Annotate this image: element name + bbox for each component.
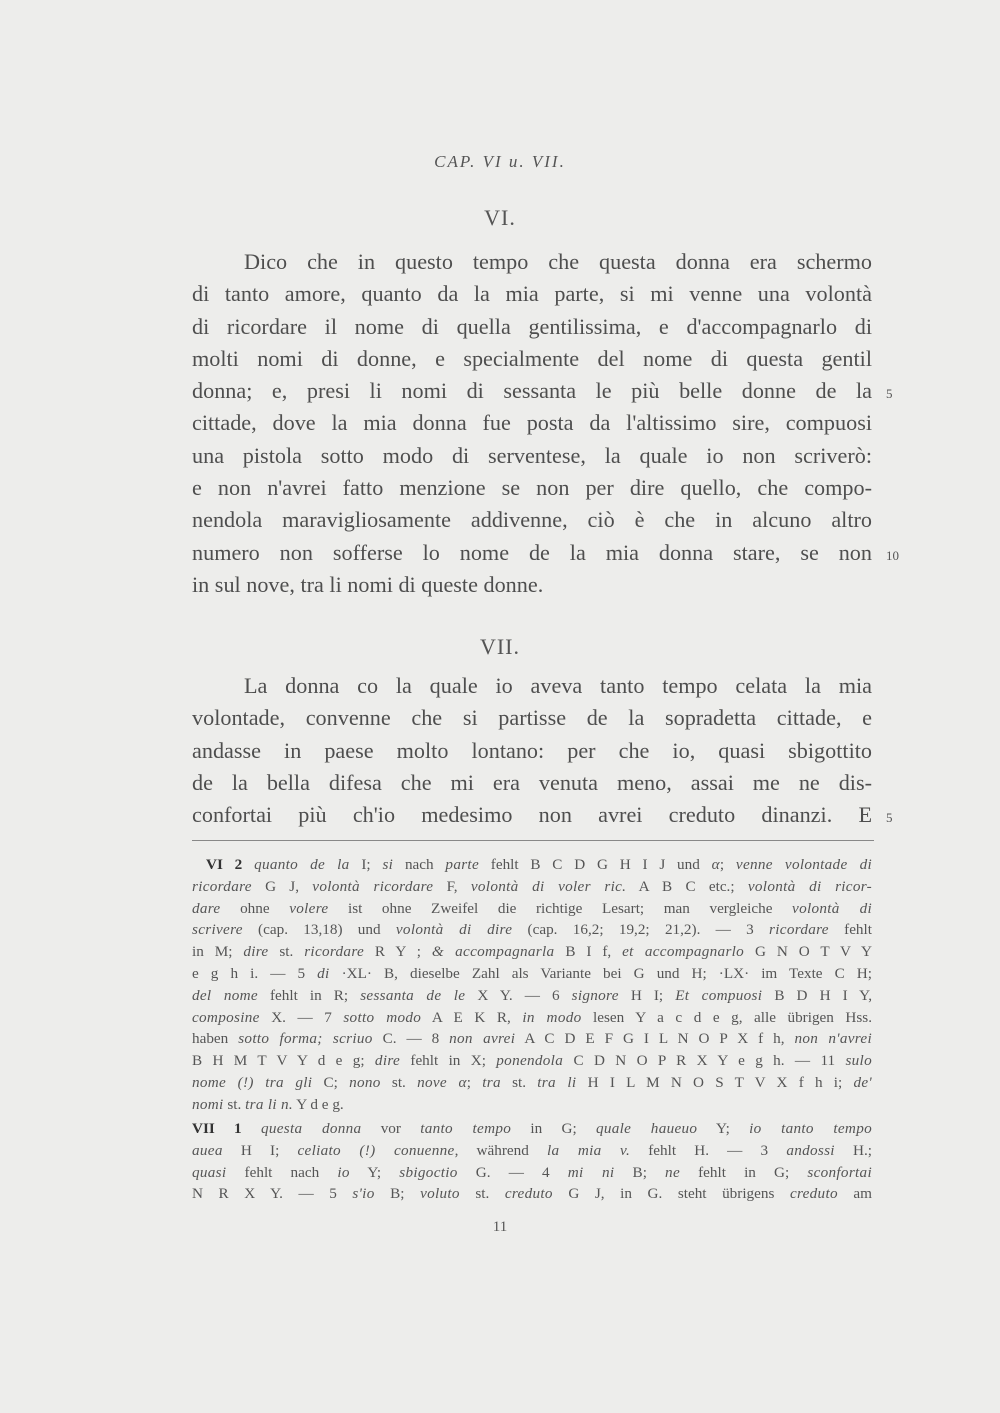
- section-title-vii: VII.: [479, 634, 521, 659]
- note-line: quasi fehlt nach io Y; sbigoctio G. — 4 mi ni B; ne fehlt in G; sconfortai: [192, 1163, 872, 1181]
- note-line: B H M T V Y d e g; dire fehlt in X; ponendola C D N O P R X Y e g h. — 11 sulo: [192, 1052, 872, 1070]
- text-line: una pistola sotto modo di serventese, la quale io non scriverò:: [192, 442, 872, 468]
- footnote-rule: [192, 840, 874, 841]
- running-head: CAP. VI u. VII.: [434, 152, 566, 171]
- text-line: numero non sofferse lo nome de la mia donna stare, se non: [192, 539, 872, 565]
- note-line: scrivere (cap. 13,18) und volontà di dire (cap. 16,2; 19,2; 21,2). — 3 ricordare fehlt: [192, 921, 872, 939]
- text-line: andasse in paese molto lontano: per che io, quasi sbigottito: [192, 737, 872, 763]
- note-line: del nome fehlt in R; sessanta de le X Y. — 6 signore H I; Et compuosi B D H I Y,: [192, 986, 872, 1004]
- page-number: 11: [492, 1219, 508, 1235]
- notes-vi: [192, 854, 872, 1116]
- paragraph-vi: [192, 246, 872, 601]
- note-line: auea H I; celiato (!) conuenne, während la mia v. fehlt H. — 3 andossi H.;: [192, 1141, 872, 1159]
- note-line: haben sotto forma; scriuo C. — 8 non avrei A C D E F G I L N O P X f h, non n'avrei: [192, 1030, 872, 1048]
- section-title-vi: VI.: [484, 205, 516, 230]
- line-number: 5: [886, 810, 893, 825]
- line-number: 10: [886, 548, 899, 563]
- text-line: Dico che in questo tempo che questa donna era schermo: [244, 249, 872, 274]
- note-line: composine X. — 7 sotto modo A E K R, in modo lesen Y a c d e g, alle übrigen Hss.: [192, 1008, 873, 1026]
- paragraph-vii: [192, 670, 872, 831]
- notes-vii: [192, 1118, 872, 1205]
- note-line: N R X Y. — 5 s'io B; voluto st. creduto G J, in G. steht übrigens creduto am: [192, 1185, 872, 1203]
- note-line: dare ohne volere ist ohne Zweifel die richtige Lesart; man vergleiche volontà di: [192, 899, 872, 917]
- note-line: in M; dire st. ricordare R Y ; & accompagnarla B I f, et accompagnarlo G N O T V Y: [192, 943, 872, 961]
- note-line: nome (!) tra gli C; nono st. nove α; tra st. tra li H I L M N O S T V X f h i; de': [192, 1073, 872, 1091]
- note-line: e g h i. — 5 di ·XL· B, dieselbe Zahl als Variante bei G und H; ·LX· im Texte C H;: [192, 964, 872, 982]
- text-line: in sul nove, tra li nomi di queste donne.: [192, 571, 544, 597]
- text-line: La donna co la quale io aveva tanto tempo celata la mia: [244, 673, 872, 698]
- note-line: VII 1 questa donna vor tanto tempo in G; quale haueuo Y; io tanto tempo: [192, 1120, 872, 1137]
- text-line: di ricordare il nome di quella gentilissima, e d'accompagnarlo di: [192, 313, 872, 339]
- note-line: VI 2 quanto de la I; si nach parte fehlt B C D G H I J und α; venne volontade di: [206, 856, 872, 873]
- note-line: ricordare G J, volontà ricordare F, volontà di voler ric. A B C etc.; volontà di ricor-: [192, 877, 872, 895]
- text-line: nendola maravigliosamente addivenne, ciò è che in alcuno altro: [192, 507, 872, 533]
- text-line: molti nomi di donne, e specialmente del nome di questa gentil: [192, 345, 872, 371]
- line-number: 5: [886, 386, 893, 401]
- text-line: de la bella difesa che mi era venuta meno, assai me ne dis-: [192, 769, 872, 795]
- text-line: donna; e, presi li nomi di sessanta le più belle donne de la: [192, 378, 872, 404]
- note-line: nomi st. tra li n. Y d e g.: [192, 1095, 344, 1113]
- text-line: volontade, convenne che si partisse de la sopradetta cittade, e: [192, 705, 872, 731]
- text-line: e non n'avrei fatto menzione se non per dire quello, che compo-: [192, 475, 872, 501]
- text-line: di tanto amore, quanto da la mia parte, si mi venne una volontà: [192, 281, 872, 307]
- text-line: confortai più ch'io medesimo non avrei creduto dinanzi. E: [192, 802, 872, 828]
- text-line: cittade, dove la mia donna fue posta da l'altissimo sire, compuosi: [192, 410, 872, 436]
